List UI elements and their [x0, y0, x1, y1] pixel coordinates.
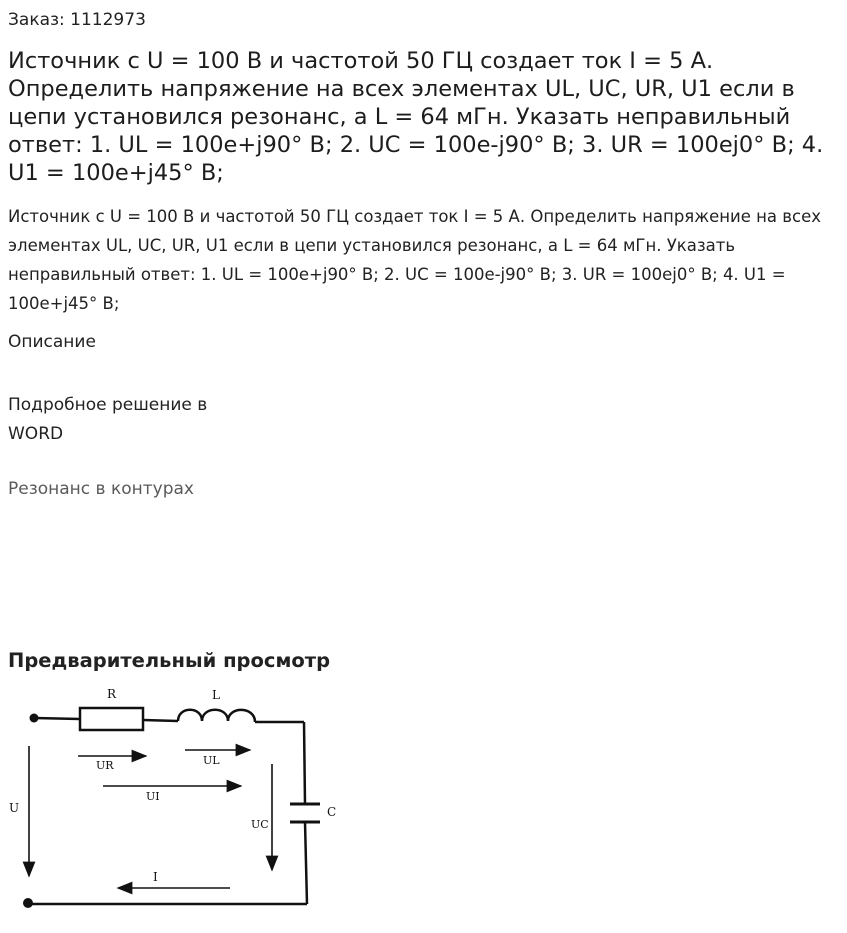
task-body: Источник с U = 100 В и частотой 50 ГЦ создает ток I = 5 А. Определить напряжение на всех элементах UL, UC, UR, U1 если в цепи установился резонанс, а L = 64 мГн. Указать неправильный ответ: 1. UL = 100e+j90° В; 2. UC = 100e-j90° В; 3. UR = 100ej0° В; 4. U1 = 100e+j45° В;	[8, 207, 822, 313]
wire-r-l	[143, 720, 178, 721]
label-r: R	[107, 687, 117, 701]
circuit-preview-image	[0, 680, 360, 920]
label-c: C	[327, 805, 337, 819]
order-number: Заказ: 1112973	[8, 10, 146, 30]
description-heading: Описание	[8, 332, 96, 352]
preview-heading: Предварительный просмотр	[8, 649, 331, 672]
wire-top-left	[34, 718, 80, 719]
label-ul: UL	[203, 754, 220, 767]
wire-right-lower	[305, 822, 307, 904]
label-i: I	[153, 870, 158, 884]
resistor-symbol	[80, 708, 143, 730]
task-title: Источник с U = 100 В и частотой 50 ГЦ создает ток I = 5 А. Определить напряжение на всех элементах UL, UC, UR, U1 если в цепи установился резонанс, а L = 64 мГн. Указать неправильный ответ: 1. UL = 100e+j90° В; 2. UC = 100e-j90° В; 3. UR = 100ej0° В; 4. U1 = 100e+j45° В;	[8, 48, 824, 186]
label-u: U	[9, 801, 20, 815]
wire-right-upper	[304, 722, 305, 804]
label-ui: UI	[146, 790, 160, 803]
label-l: L	[212, 688, 220, 702]
label-uc: UC	[251, 818, 269, 831]
terminal-bottom	[23, 898, 33, 908]
inductor-symbol	[178, 710, 255, 722]
label-ur: UR	[96, 759, 114, 772]
category-link[interactable]: Резонанс в контурах	[8, 479, 194, 499]
description-text: Подробное решение в WORD	[8, 395, 208, 444]
